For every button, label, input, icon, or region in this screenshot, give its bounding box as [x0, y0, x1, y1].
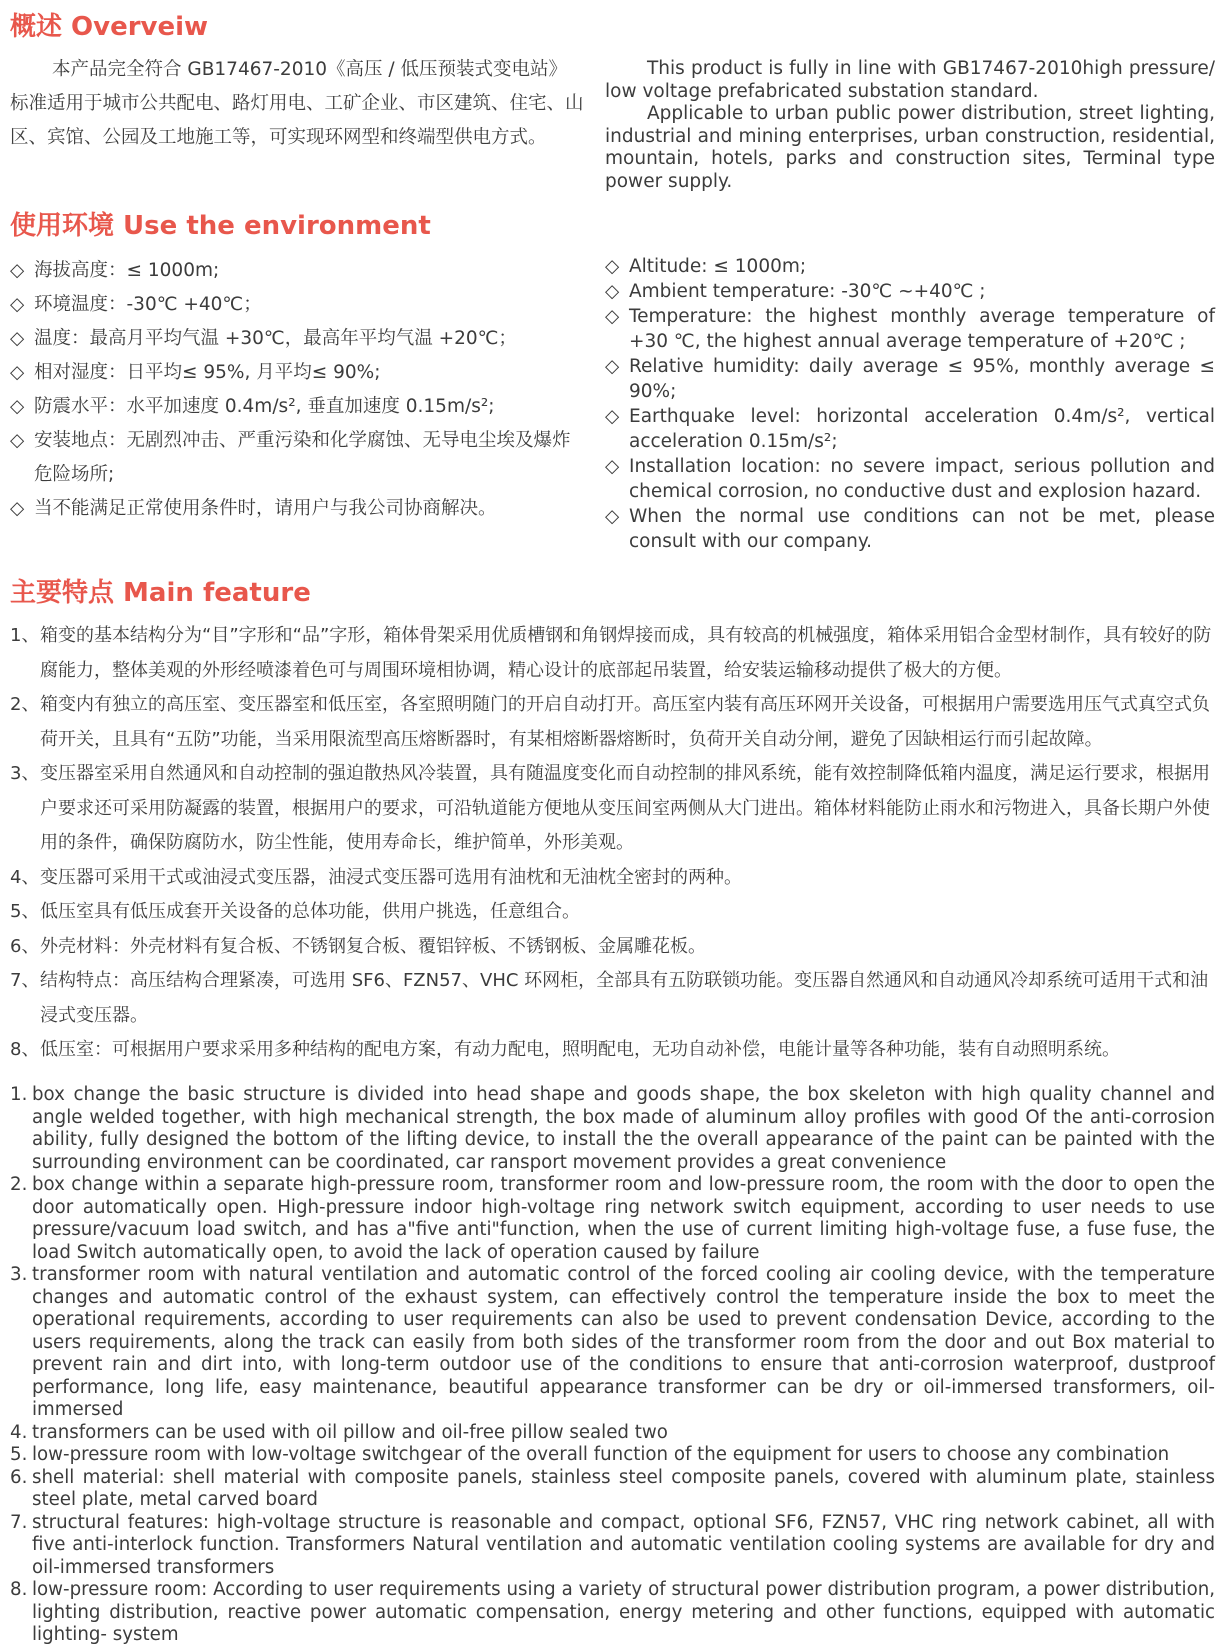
diamond-bullet-icon: ◇: [605, 306, 620, 327]
features-en-list: [10, 1084, 1215, 1647]
environment-en-item: ◇ Temperature: the highest monthly average temperature of +30 ℃, the highest annual average temperature of +20℃ ;: [605, 306, 1215, 352]
diamond-bullet-icon: ◇: [10, 294, 25, 315]
environment-en-list: [605, 254, 1215, 554]
overview-en-block: [605, 58, 1215, 193]
feature-en-item: 6. shell material: shell material with composite panels, stainless steel composite panels, covered with aluminum plate, stainless steel plate, metal carved board: [10, 1466, 1215, 1510]
environment-heading: 使用环境 Use the environment: [10, 211, 431, 241]
overview-en-paragraph-2: Applicable to urban public power distribution, street lighting, industrial and mining enterprises, urban construction, residential, mountain, hotels, parks and construction sites, Terminal type power supply.: [605, 103, 1215, 192]
feature-en-item: 5. low-pressure room with low-voltage switchgear of the overall function of the equipment for users to choose any combination: [10, 1444, 1170, 1465]
diamond-bullet-icon: ◇: [605, 256, 620, 277]
overview-heading: 概述 Overveiw: [10, 12, 209, 42]
feature-cn-item: 8、 低压室：可根据用户要求采用多种结构的配电方案，有动力配电，照明配电，无功自动补偿，电能计量等各种功能，装有自动照明系统。: [10, 1039, 1120, 1060]
environment-en-item: ◇ Relative humidity: daily average ≤ 95%, monthly average ≤ 90%;: [605, 356, 1215, 402]
feature-cn-item: 4、 变压器可采用干式或油浸式变压器，油浸式变压器可选用有油枕和无油枕全密封的两种。: [10, 866, 742, 888]
environment-en-item: ◇ Ambient temperature: -30℃ ~+40℃ ;: [605, 281, 986, 302]
overview-cn-text: 本产品完全符合 GB17467-2010《高压 / 低压预装式变电站》标准适用于城市公共配电、路灯用电、工矿企业、市区建筑、住宅、山区、宾馆、公园及工地施工等，可实现环网型和终端型供电方式。: [10, 59, 584, 148]
environment-cn-item: ◇ 防震水平：水平加速度 0.4m/s², 垂直加速度 0.15m/s²;: [10, 390, 585, 424]
environment-cn-item: ◇ 海拔高度：≤ 1000m;: [10, 254, 585, 288]
feature-cn-item: 5、 低压室具有低压成套开关设备的总体功能，供用户挑选，任意组合。: [10, 901, 580, 922]
features-cn-list: [10, 619, 1215, 1068]
diamond-bullet-icon: ◇: [10, 328, 25, 349]
feature-en-item: 2. box change within a separate high-pressure room, transformer room and low-pressure room, the room with the door to open the door automatically open. High-pressure indoor high-voltage ring network switch equipment, according to user needs to use pressure/vacuum load switch, and has a"five anti"function, when the use of current limiting high-voltage fuse, a fuse fuse, the load Switch automatically open, to avoid the lack of operation caused by failure: [10, 1174, 1215, 1263]
environment-en-item: ◇ Installation location: no severe impact, serious pollution and chemical corrosion, no conductive dust and explosion hazard.: [605, 456, 1215, 502]
overview-cn-block: [10, 53, 585, 155]
feature-cn-item: 6、 外壳材料：外壳材料有复合板、不锈钢复合板、覆铝锌板、不锈钢板、金属雕花板。: [10, 935, 706, 957]
feature-en-item: 8. low-pressure room: According to user requirements using a variety of structural power distribution program, a power distribution, lighting distribution, reactive power automatic compensation, energy metering and other functions, equipped with automatic lighting- system: [10, 1579, 1215, 1645]
diamond-bullet-icon: ◇: [10, 396, 25, 417]
features-heading: 主要特点 Main feature: [10, 578, 311, 608]
environment-cn-item: ◇ 相对湿度：日平均≤ 95%, 月平均≤ 90%;: [10, 356, 585, 390]
diamond-bullet-icon: ◇: [10, 362, 25, 383]
diamond-bullet-icon: ◇: [605, 456, 620, 477]
feature-cn-item: 1、 箱变的基本结构分为“目”字形和“品”字形，箱体骨架采用优质槽钢和角钢焊接而成，具有较高的机械强度，箱体采用铝合金型材制作，具有较好的防腐能力，整体美观的外形经喷漆着色可与周围环境相协调，精心设计的底部起吊装置，给安装运输移动提供了极大的方便。: [10, 625, 1212, 681]
environment-cn-item: ◇ 环境温度：-30℃ +40℃；: [10, 288, 585, 322]
feature-en-item: 3. transformer room with natural ventilation and automatic control of the forced cooling air cooling device, with the temperature changes and automatic control of the exhaust system, can effectively control the temperature inside the box to meet the operational requirements, according to user requirements can also be used to prevent condensation Device, according to the users requirements, along the track can easily from both sides of the transformer room from the door and out Box material to prevent rain and dirt into, with long-term outdoor use of the conditions to ensure that anti-corrosion waterproof, dustproof performance, long life, easy maintenance, beautiful appearance transformer can be dry or oil-immersed transformers, oil-immersed: [10, 1264, 1215, 1420]
diamond-bullet-icon: ◇: [605, 406, 620, 427]
feature-cn-item: 7、 结构特点：高压结构合理紧凑，可选用 SF6、FZN57、VHC 环网柜，全部具有五防联锁功能。变压器自然通风和自动通风冷却系统可适用干式和油浸式变压器。: [10, 970, 1209, 1026]
environment-cn-item: ◇ 当不能满足正常使用条件时，请用户与我公司协商解决。: [10, 492, 585, 526]
diamond-bullet-icon: ◇: [10, 498, 25, 519]
environment-cn-list: [10, 254, 585, 526]
diamond-bullet-icon: ◇: [10, 430, 25, 451]
diamond-bullet-icon: ◇: [10, 260, 25, 281]
environment-en-item: ◇ Earthquake level: horizontal acceleration 0.4m/s², vertical acceleration 0.15m/s²;: [605, 406, 1215, 452]
feature-en-item: 1. box change the basic structure is divided into head shape and goods shape, the box skeleton with high quality channel and angle welded together, with high mechanical strength, the box made of aluminum alloy profiles with good Of the anti-corrosion ability, fully designed the bottom of the lifting device, to install the the overall appearance of the paint can be painted with the surrounding environment can be coordinated, car ransport movement provides a great convenience: [10, 1084, 1215, 1173]
diamond-bullet-icon: ◇: [605, 281, 620, 302]
diamond-bullet-icon: ◇: [605, 356, 620, 377]
diamond-bullet-icon: ◇: [605, 506, 620, 527]
overview-en-paragraph-1: This product is fully in line with GB17467-2010high pressure/ low voltage prefabricated substation standard.: [605, 58, 1215, 102]
feature-cn-item: 3、 变压器室采用自然通风和自动控制的强迫散热风冷装置，具有随温度变化而自动控制的排风系统，能有效控制降低箱内温度，满足运行要求，根据用户要求还可采用防凝露的装置，根据用户的要求，可沿轨道能方便地从变压间室两侧从大门进出。箱体材料能防止雨水和污物进入，具备长期户外使用的条件，确保防腐防水，防尘性能，使用寿命长，维护简单，外形美观。: [10, 763, 1210, 853]
feature-en-item: 4. transformers can be used with oil pillow and oil-free pillow sealed two: [10, 1421, 668, 1443]
environment-en-item: ◇ Altitude: ≤ 1000m;: [605, 256, 807, 277]
environment-cn-item: ◇ 温度：最高月平均气温 +30℃，最高年平均气温 +20℃；: [10, 322, 585, 356]
environment-cn-item: ◇ 安装地点：无剧烈冲击、严重污染和化学腐蚀、无导电尘埃及爆炸危险场所;: [10, 424, 585, 492]
feature-en-item: 7. structural features: high-voltage structure is reasonable and compact, optional SF6, FZN57, VHC ring network cabinet, all with five anti-interlock function. Transformers Natural ventilation and automatic ventilation cooling systems are available for dry and oil-immersed transformers: [10, 1511, 1215, 1578]
feature-cn-item: 2、 箱变内有独立的高压室、变压器室和低压室，各室照明随门的开启自动打开。高压室内装有高压环网开关设备，可根据用户需要选用压气式真空式负荷开关，且具有“五防”功能，当采用限流型高压熔断器时，有某相熔断器熔断时，负荷开关自动分闸，避免了因缺相运行而引起故障。: [10, 694, 1210, 750]
environment-en-item: ◇ When the normal use conditions can not be met, please consult with our company.: [605, 506, 1215, 552]
